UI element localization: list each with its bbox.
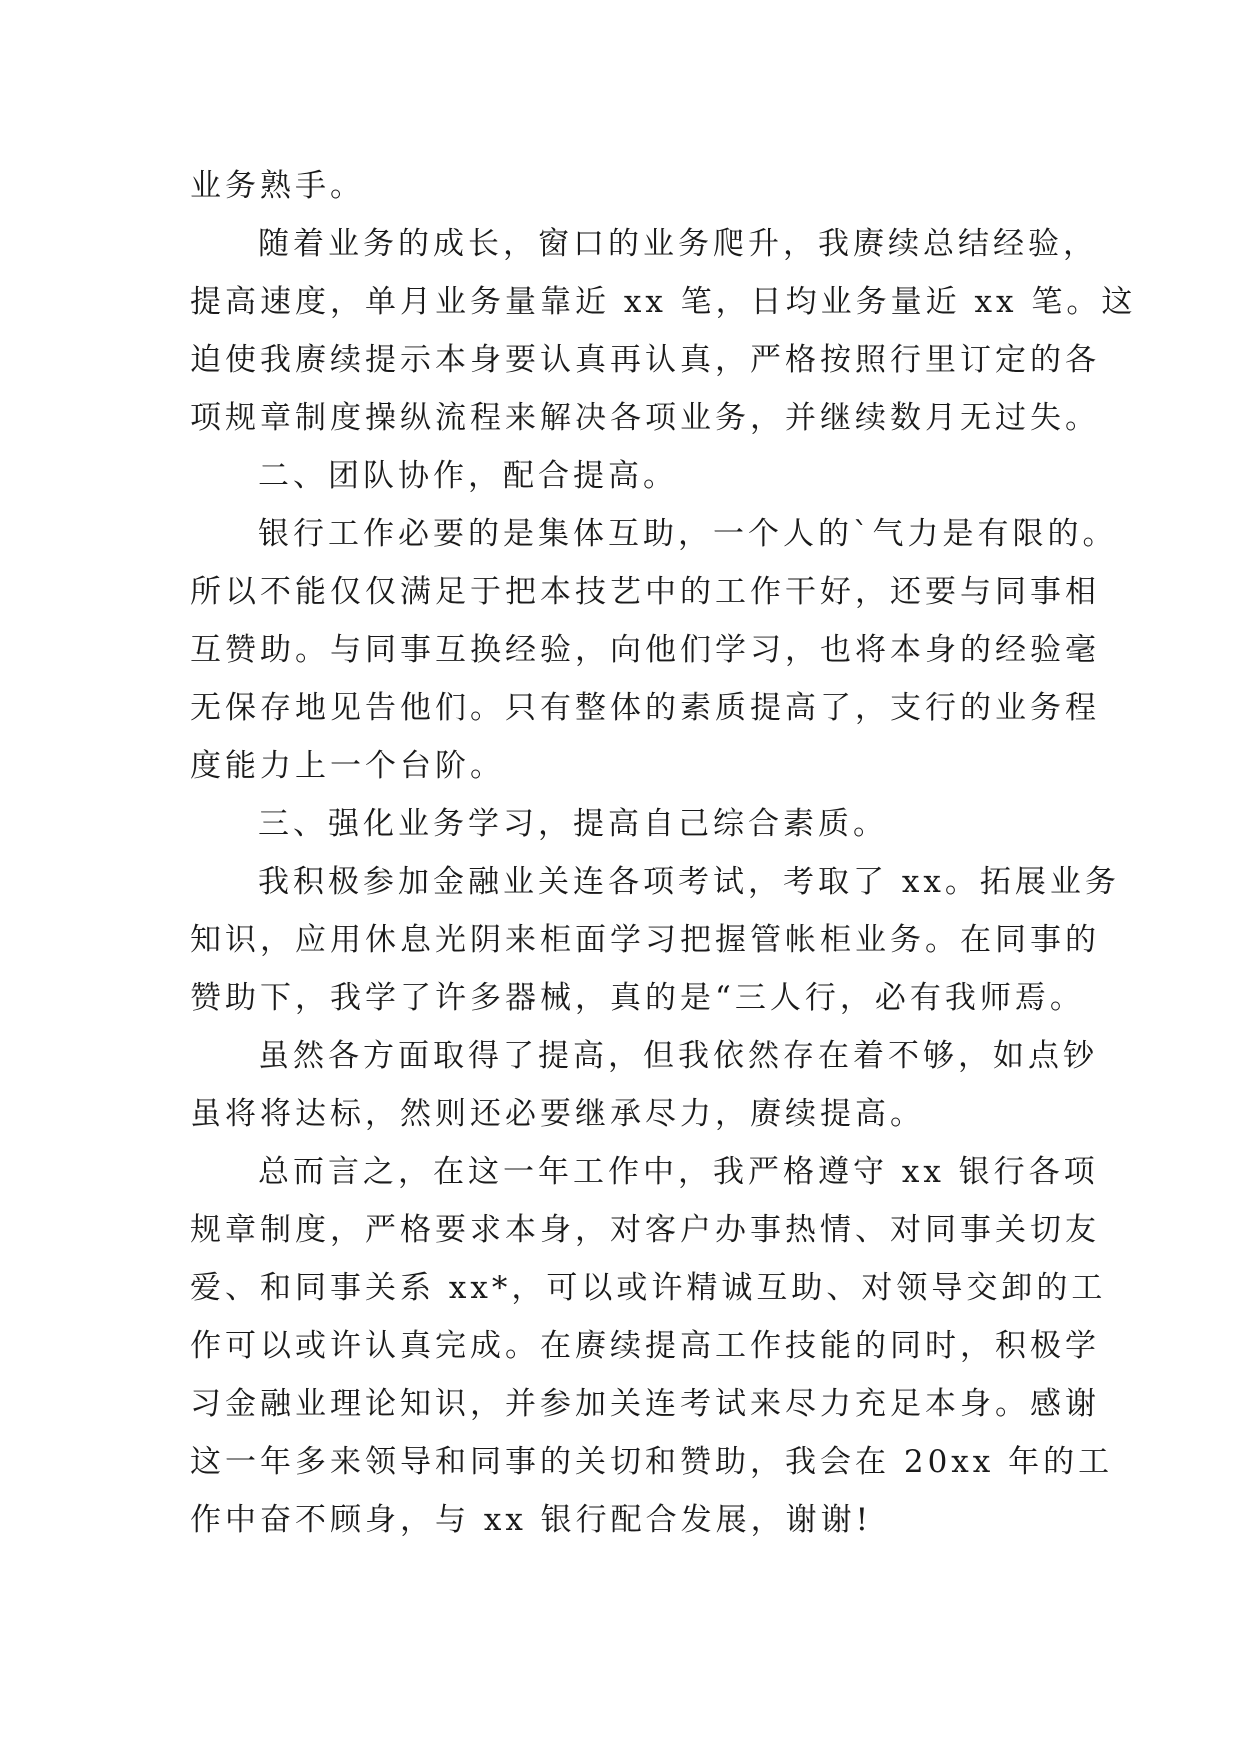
text-line: 作可以或许认真完成。在赓续提高工作技能的同时，积极学 [190, 1328, 1100, 1364]
section-heading: 三、强化业务学习，提高自己综合素质。 [258, 806, 888, 842]
text-line: 知识，应用休息光阴来柜面学习把握管帐柜业务。在同事的 [190, 922, 1100, 958]
text-line: 我积极参加金融业关连各项考试，考取了 xx。拓展业务 [258, 864, 1120, 900]
text-line: 作中奋不顾身，与 xx 银行配合发展，谢谢! [190, 1502, 873, 1538]
text-line: 这一年多来领导和同事的关切和赞助，我会在 20xx 年的工 [190, 1444, 1114, 1480]
text-line: 项规章制度操纵流程来解决各项业务，并继续数月无过失。 [190, 400, 1100, 436]
text-line: 爱、和同事关系 xx*，可以或许精诚互助、对领导交卸的工 [190, 1270, 1107, 1306]
text-line: 规章制度，严格要求本身，对客户办事热情、对同事关切友 [190, 1212, 1100, 1248]
document-body [190, 157, 1137, 1549]
text-line: 总而言之，在这一年工作中，我严格遵守 xx 银行各项 [258, 1154, 1099, 1190]
text-line: 迫使我赓续提示本身要认真再认真，严格按照行里订定的各 [190, 342, 1100, 378]
text-line: 赞助下，我学了许多器械，真的是“三人行，必有我师焉。 [190, 980, 1085, 1016]
text-line: 互赞助。与同事互换经验，向他们学习，也将本身的经验毫 [190, 632, 1100, 668]
text-line: 提高速度，单月业务量靠近 xx 笔，日均业务量近 xx 笔。这 [190, 284, 1137, 320]
text-line: 随着业务的成长，窗口的业务爬升，我赓续总结经验， [258, 226, 1098, 262]
text-line: 习金融业理论知识，并参加关连考试来尽力充足本身。感谢 [190, 1386, 1100, 1422]
text-line: 所以不能仅仅满足于把本技艺中的工作干好，还要与同事相 [190, 574, 1100, 610]
text-line: 度能力上一个台阶。 [190, 748, 505, 784]
text-line: 银行工作必要的是集体互助，一个人的`气力是有限的。 [258, 516, 1118, 552]
section-heading: 二、团队协作，配合提高。 [258, 458, 678, 494]
text-line: 虽然各方面取得了提高，但我依然存在着不够，如点钞 [258, 1038, 1098, 1074]
text-line: 虽将将达标，然则还必要继承尽力，赓续提高。 [190, 1096, 925, 1132]
text-line: 无保存地见告他们。只有整体的素质提高了，支行的业务程 [190, 690, 1100, 726]
text-line: 业务熟手。 [190, 168, 365, 204]
